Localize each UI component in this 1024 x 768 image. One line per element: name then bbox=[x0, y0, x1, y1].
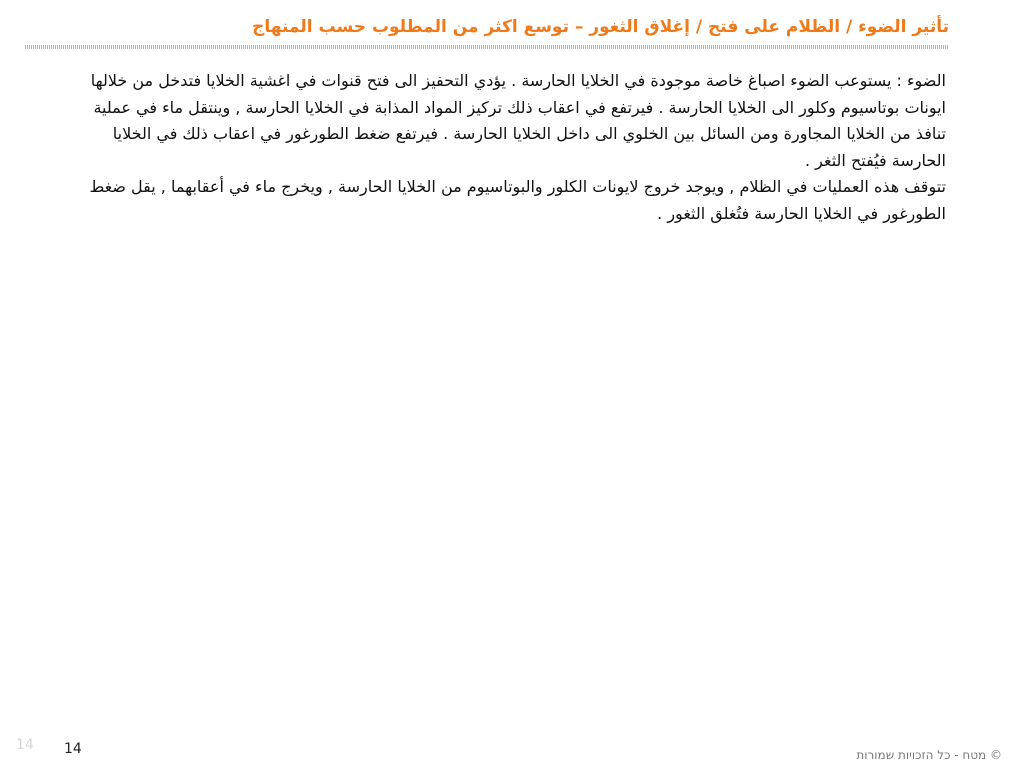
page-number-ghost: 14 bbox=[16, 737, 34, 753]
title-divider bbox=[25, 45, 949, 49]
copyright-notice: © מטח - כל הזכויות שמורות bbox=[856, 748, 1002, 762]
slide-body bbox=[66, 68, 946, 227]
slide-title: تأثير الضوء / الظلام على فتح / إغلاق الثغور – توسع اكثر من المطلوب حسب المنهاج bbox=[252, 17, 949, 37]
paragraph-dark: تتوقف هذه العمليات في الظلام , ويوجد خروج لايونات الكلور والبوتاسيوم من الخلايا الحارسة , ويخرج ماء في أعقابهما , يقل ضغط الطورغور في الخلايا الحارسة فتُغلق الثغور . bbox=[89, 177, 946, 223]
paragraph-light: الضوء : يستوعب الضوء اصباغ خاصة موجودة في الخلايا الحارسة . يؤدي التحفيز الى فتح قنوات في اغشية الخلايا فتدخل من خلالها ايونات بوتاسيوم وكلور الى الخلايا الحارسة . فيرتفع في اعقاب ذلك تركيز المواد المذابة في الخلايا الحارسة , وينتقل ماء في عملية تنافذ من الخلايا المجاورة ومن السائل بين الخلوي الى داخل الخلايا الحارسة . فيرتفع ضغط الطورغور في اعقاب ذلك في الخلايا الحارسة فيُفتح الثغر . bbox=[90, 71, 946, 170]
page-number: 14 bbox=[64, 741, 82, 757]
